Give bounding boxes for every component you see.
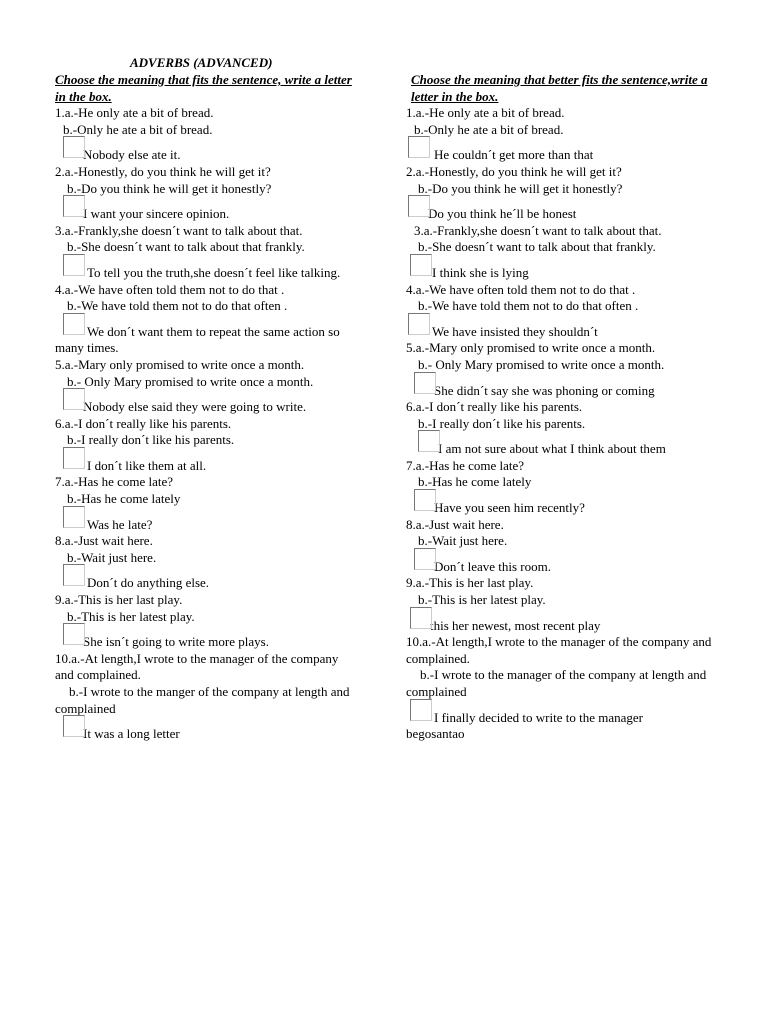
- right-item-5: [406, 340, 726, 399]
- right-item-3: [406, 223, 726, 282]
- option-a: 3.a.-Frankly,she doesn´t want to talk about that.: [55, 222, 303, 238]
- option-b: b.-I really don´t like his parents.: [418, 415, 586, 431]
- left-instruction: Choose the meaning that fits the sentence, write a letter in the box.: [55, 72, 352, 104]
- left-item-10: [55, 651, 360, 743]
- option-b: b.-Only he ate a bit of bread.: [414, 121, 564, 137]
- option-b: b.-I wrote to the manger of the company at length and complained: [55, 684, 350, 716]
- option-b: b.-She doesn´t want to talk about that frankly.: [67, 239, 305, 255]
- meaning-text: I don´t like them at all.: [87, 457, 207, 473]
- option-b: b.-Do you think he will get it honestly?: [418, 180, 623, 196]
- option-b: b.-This is her latest play.: [418, 592, 546, 608]
- left-item-5: [55, 357, 360, 416]
- answer-box[interactable]: [418, 430, 440, 452]
- meaning-text: I think she is lying: [432, 264, 529, 280]
- option-a: 4.a.-We have often told them not to do that .: [406, 281, 636, 297]
- answer-box[interactable]: [408, 313, 430, 335]
- option-a: 7.a.-Has he come late?: [406, 457, 525, 473]
- meaning-text: To tell you the truth,she doesn´t feel like talking.: [87, 264, 341, 280]
- meaning-text: I want your sincere opinion.: [83, 206, 230, 222]
- answer-box[interactable]: [63, 623, 85, 645]
- option-a: 10.a.-At length,I wrote to the manager of the company and complained.: [406, 634, 712, 666]
- meaning-text: Have you seen him recently?: [434, 500, 585, 516]
- meaning-text: He couldn´t get more than that: [434, 147, 594, 163]
- right-item-9: [406, 575, 726, 634]
- option-b: b.-Wait just here.: [67, 549, 157, 565]
- option-b: b.-Wait just here.: [418, 533, 508, 549]
- answer-box[interactable]: [410, 254, 432, 276]
- right-column: [406, 72, 726, 743]
- option-b: b.- Only Mary promised to write once a month.: [67, 373, 314, 389]
- answer-box[interactable]: [63, 136, 85, 158]
- left-item-3: [55, 223, 360, 282]
- answer-box[interactable]: [410, 699, 432, 721]
- meaning-text: We have insisted they shouldn´t: [432, 323, 598, 339]
- left-column: [55, 72, 360, 743]
- meaning-text: We don´t want them to repeat the same action so many times.: [55, 323, 340, 356]
- option-a: 2.a.-Honestly, do you think he will get it?: [55, 163, 271, 179]
- answer-box[interactable]: [63, 388, 85, 410]
- meaning-text: I am not sure about what I think about them: [438, 441, 666, 457]
- option-b: b.-Do you think he will get it honestly?: [67, 180, 272, 196]
- option-a: 5.a.-Mary only promised to write once a month.: [406, 340, 656, 356]
- answer-box[interactable]: [63, 564, 85, 586]
- meaning-text: Don´t leave this room.: [434, 558, 551, 574]
- answer-box[interactable]: [63, 506, 85, 528]
- right-instruction: Choose the meaning that better fits the sentence,write a letter in the box.: [411, 72, 708, 104]
- option-b: b.-Only he ate a bit of bread.: [63, 121, 213, 137]
- left-item-2: [55, 164, 360, 223]
- right-item-7: [406, 458, 726, 517]
- left-item-6: [55, 416, 360, 475]
- option-a: 2.a.-Honestly, do you think he will get it?: [406, 163, 622, 179]
- option-a: 4.a.-We have often told them not to do that .: [55, 281, 285, 297]
- option-a: 10.a.-At length,I wrote to the manager of the company and complained.: [55, 650, 339, 683]
- meaning-text: this her newest, most recent play: [430, 617, 601, 633]
- option-b: b.-I wrote to the manager of the company at length and complained: [406, 667, 707, 699]
- meaning-text: It was a long letter: [83, 726, 180, 742]
- option-b: b.-This is her latest play.: [67, 608, 195, 624]
- option-b: b.-She doesn´t want to talk about that frankly.: [418, 239, 656, 255]
- meaning-text: Nobody else said they were going to write.: [83, 399, 307, 415]
- meaning-text: She didn´t say she was phoning or coming: [434, 382, 655, 398]
- answer-box[interactable]: [63, 715, 85, 737]
- worksheet-title: ADVERBS (ADVANCED): [130, 55, 273, 70]
- left-item-1: [55, 105, 360, 164]
- right-item-4: [406, 282, 726, 341]
- left-item-8: [55, 533, 360, 592]
- answer-box[interactable]: [410, 607, 432, 629]
- left-item-7: [55, 474, 360, 533]
- meaning-text: Was he late?: [87, 516, 153, 532]
- option-a: 6.a.-I don´t really like his parents.: [406, 399, 583, 415]
- answer-box[interactable]: [414, 372, 436, 394]
- right-item-2: [406, 164, 726, 223]
- answer-box[interactable]: [63, 254, 85, 276]
- answer-box[interactable]: [414, 548, 436, 570]
- left-item-9: [55, 592, 360, 651]
- answer-box[interactable]: [414, 489, 436, 511]
- answer-box[interactable]: [63, 313, 85, 335]
- option-b: b.-Has he come lately: [418, 474, 532, 490]
- option-a: 7.a.-Has he come late?: [55, 474, 174, 490]
- option-b: b.-Has he come lately: [67, 491, 181, 507]
- answer-box[interactable]: [63, 447, 85, 469]
- option-a: 8.a.-Just wait here.: [406, 516, 504, 532]
- option-a: 1.a.-He only ate a bit of bread.: [406, 105, 565, 121]
- right-item-6: [406, 399, 726, 458]
- right-item-8: [406, 517, 726, 576]
- meaning-text: She isn´t going to write more plays.: [83, 634, 269, 650]
- meaning-text: Don´t do anything else.: [87, 575, 210, 591]
- meaning-text: I finally decided to write to the manager begosantao: [406, 709, 644, 742]
- answer-box[interactable]: [408, 195, 430, 217]
- option-a: 1.a.-He only ate a bit of bread.: [55, 105, 214, 121]
- option-a: 3.a.-Frankly,she doesn´t want to talk about that.: [414, 222, 662, 238]
- answer-box[interactable]: [408, 136, 430, 158]
- answer-box[interactable]: [63, 195, 85, 217]
- meaning-text: Nobody else ate it.: [83, 147, 181, 163]
- option-a: 9.a.-This is her last play.: [55, 592, 183, 608]
- option-b: b.- Only Mary promised to write once a month.: [418, 356, 665, 372]
- meaning-text: Do you think he´ll be honest: [428, 206, 577, 222]
- right-item-1: [406, 105, 726, 164]
- left-item-4: [55, 282, 360, 357]
- option-b: b.-We have told them not to do that often .: [67, 298, 288, 314]
- option-a: 9.a.-This is her last play.: [406, 575, 534, 591]
- option-a: 6.a.-I don´t really like his parents.: [55, 415, 232, 431]
- option-b: b.-We have told them not to do that often .: [418, 298, 639, 314]
- option-a: 5.a.-Mary only promised to write once a month.: [55, 356, 305, 372]
- right-item-10: [406, 634, 726, 743]
- option-a: 8.a.-Just wait here.: [55, 533, 153, 549]
- option-b: b.-I really don´t like his parents.: [67, 432, 235, 448]
